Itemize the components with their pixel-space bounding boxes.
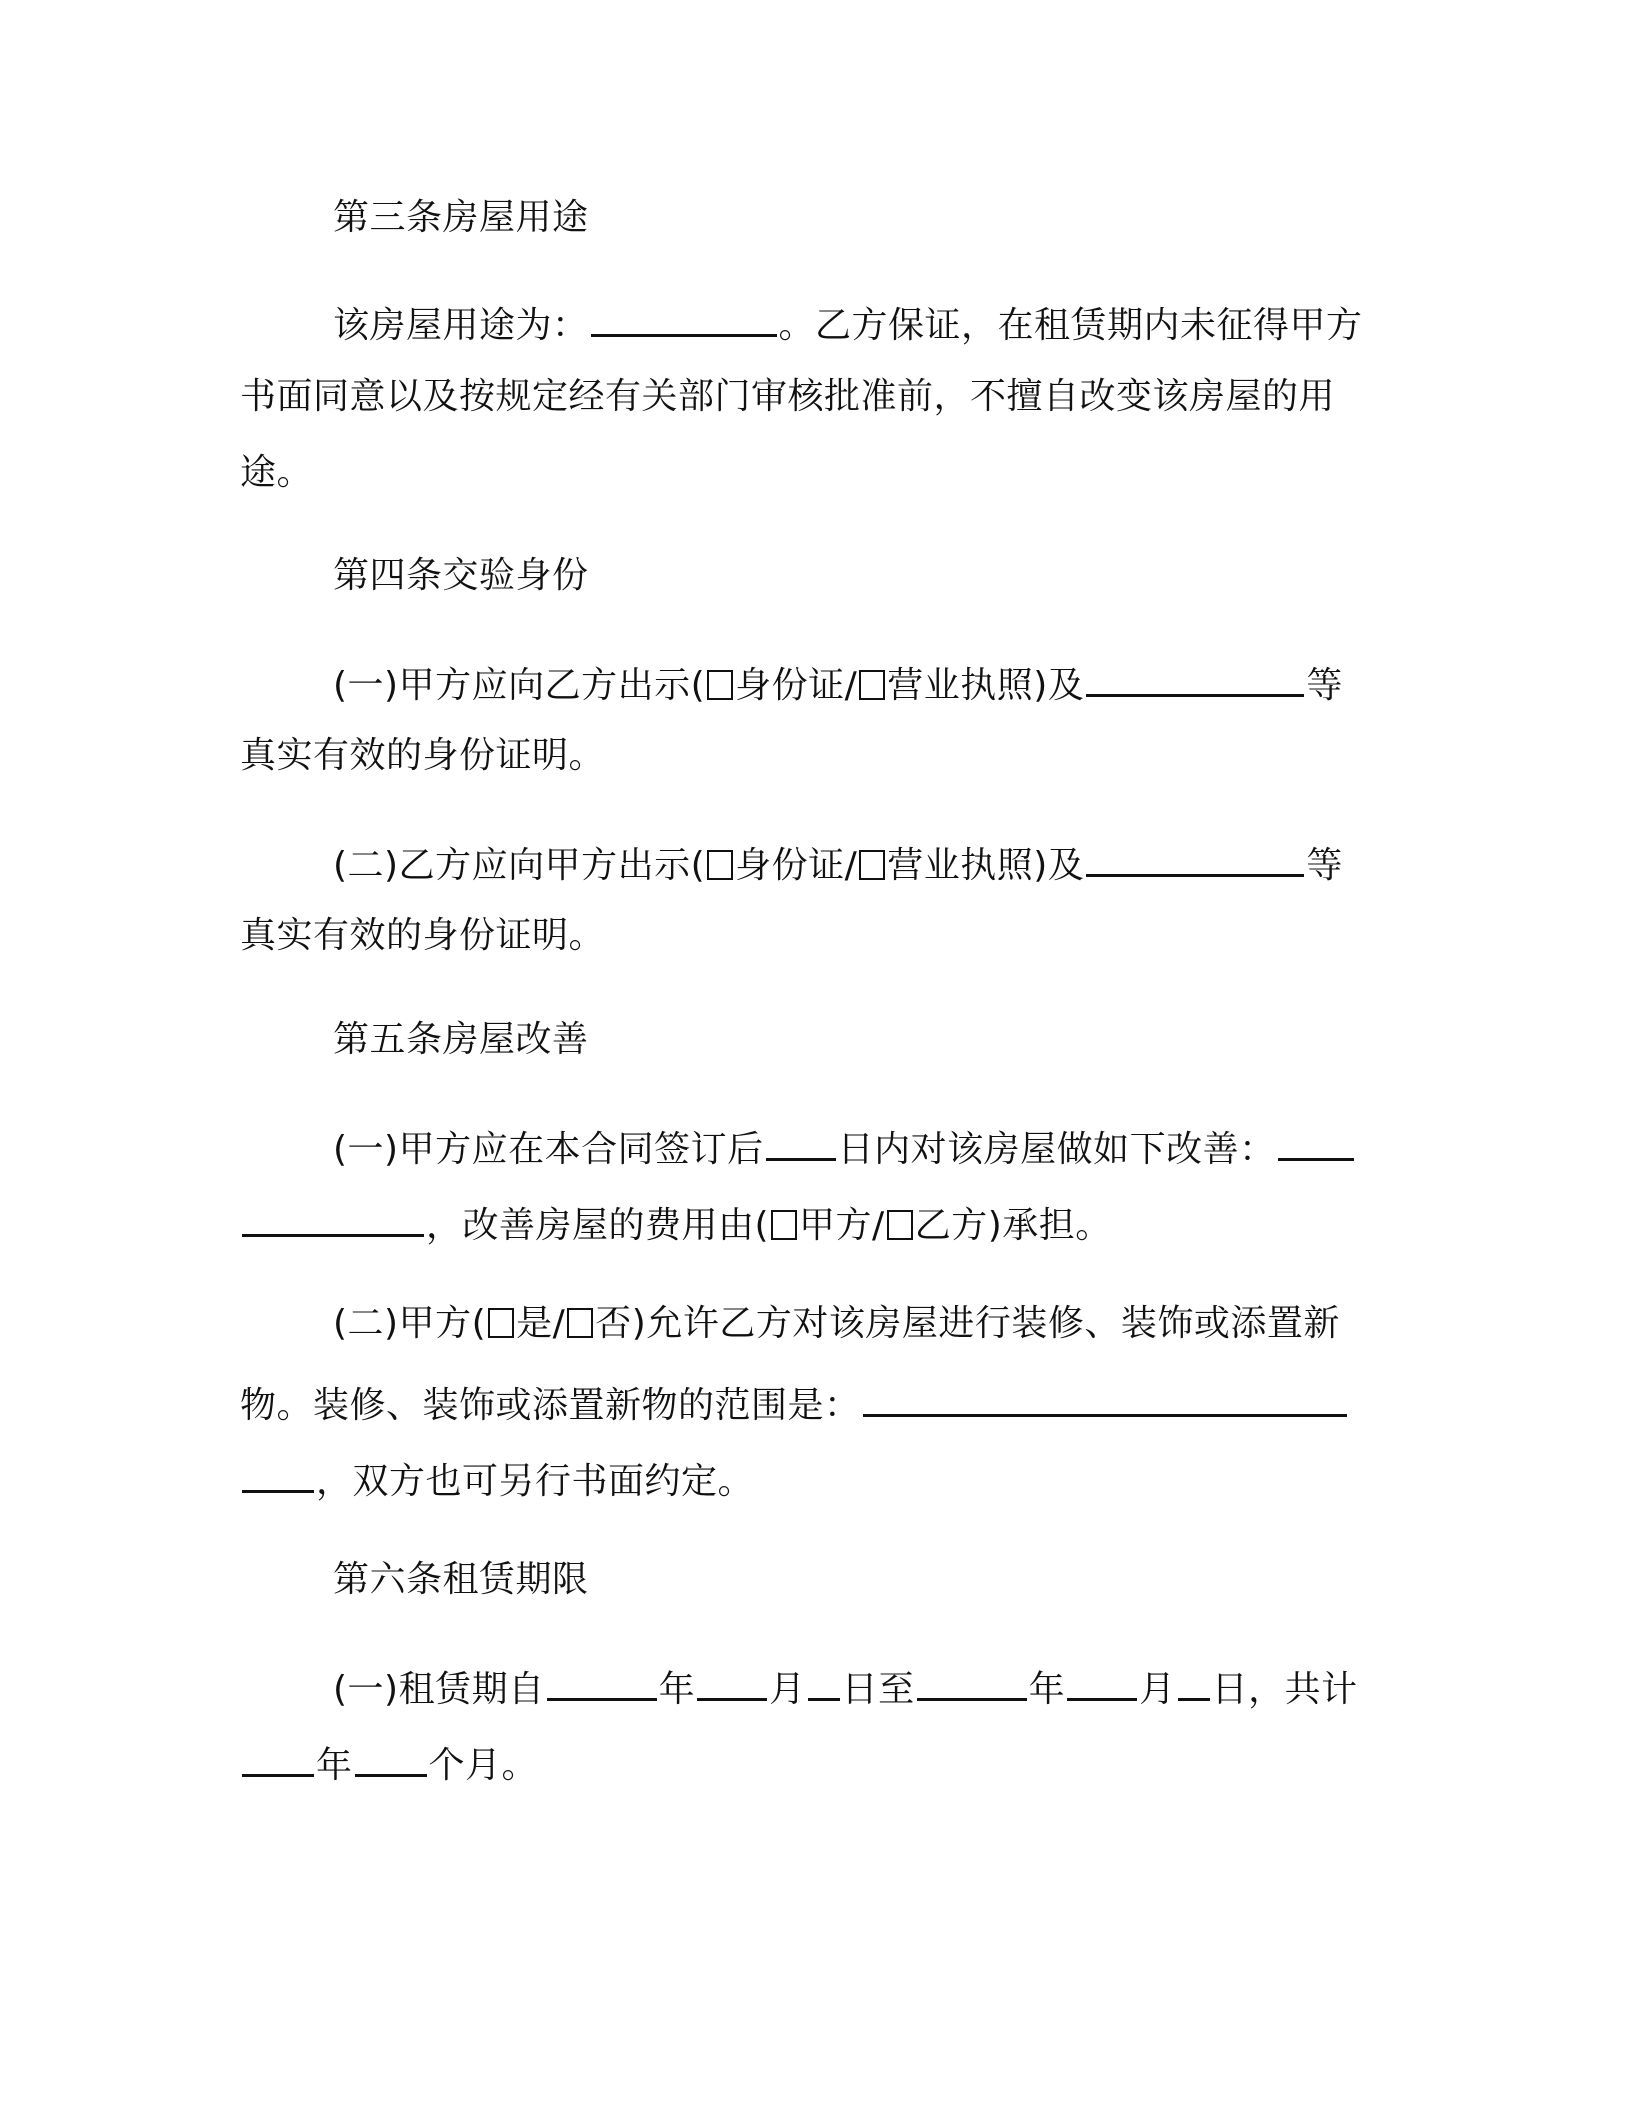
article6-title: 第六条租赁期限 — [333, 1559, 589, 1600]
start-day-blank[interactable] — [808, 1662, 840, 1701]
article4-para2-line2: 真实有效的身份证明。 — [240, 915, 606, 956]
article3-title: 第三条房屋用途 — [333, 197, 589, 238]
article5-title: 第五条房屋改善 — [333, 1019, 589, 1060]
total-years-blank[interactable] — [242, 1738, 314, 1777]
scope-blank-part1[interactable] — [863, 1378, 1347, 1417]
improvement-blank-part2[interactable] — [242, 1198, 424, 1237]
article5-para1-line1: (一)甲方应在本合同签订后 日内对该房屋做如下改善： — [333, 1122, 1356, 1166]
end-year-blank[interactable] — [917, 1662, 1027, 1701]
article5-para2-line3: ，双方也可另行书面约定。 — [240, 1454, 754, 1498]
article5-para2-line2: 物。装修、装饰或添置新物的范围是： — [240, 1378, 1349, 1422]
days-blank[interactable] — [766, 1122, 836, 1161]
article5-para1-line2: ，改善房屋的费用由( 甲方/ 乙方)承担。 — [240, 1198, 1112, 1242]
scope-blank-part2[interactable] — [242, 1454, 314, 1493]
checkbox-party-b-cost[interactable] — [887, 1210, 913, 1240]
checkbox-party-a-cost[interactable] — [771, 1210, 797, 1240]
end-day-blank[interactable] — [1178, 1662, 1210, 1701]
article6-para1-line2: 年 个月。 — [240, 1738, 538, 1782]
checkbox-id-card-a[interactable] — [707, 670, 733, 700]
improvement-blank-part1[interactable] — [1278, 1122, 1354, 1161]
start-month-blank[interactable] — [697, 1662, 767, 1701]
article3-para1-line3: 途。 — [240, 452, 314, 493]
checkbox-id-card-b[interactable] — [707, 850, 733, 880]
article4-para2-line1: (二)乙方应向甲方出示( 身份证/ 营业执照)及 等 — [333, 838, 1343, 882]
article4-para1-line2: 真实有效的身份证明。 — [240, 735, 606, 776]
identity-blank-a[interactable] — [1086, 658, 1304, 697]
end-month-blank[interactable] — [1067, 1662, 1137, 1701]
article3-para1-line2: 书面同意以及按规定经有关部门审核批准前，不擅自改变该房屋的用 — [240, 376, 1336, 417]
article4-para1-line1: (一)甲方应向乙方出示( 身份证/ 营业执照)及 等 — [333, 658, 1343, 702]
checkbox-business-license-b[interactable] — [859, 850, 885, 880]
article6-para1-line1: (一)租赁期自 年 月 日至 年 月 日，共计 — [333, 1662, 1358, 1706]
usage-blank[interactable] — [591, 298, 777, 337]
checkbox-business-license-a[interactable] — [859, 670, 885, 700]
start-year-blank[interactable] — [547, 1662, 657, 1701]
article5-para2-line1: (二)甲方( 是/ 否)允许乙方对该房屋进行装修、装饰或添置新 — [333, 1303, 1340, 1344]
total-months-blank[interactable] — [355, 1738, 427, 1777]
checkbox-no[interactable] — [567, 1308, 593, 1338]
identity-blank-b[interactable] — [1086, 838, 1304, 877]
checkbox-yes[interactable] — [488, 1308, 514, 1338]
article3-para1-line1: 该房屋用途为： 。乙方保证，在租赁期内未征得甲方 — [333, 298, 1363, 342]
article4-title: 第四条交验身份 — [333, 555, 589, 596]
